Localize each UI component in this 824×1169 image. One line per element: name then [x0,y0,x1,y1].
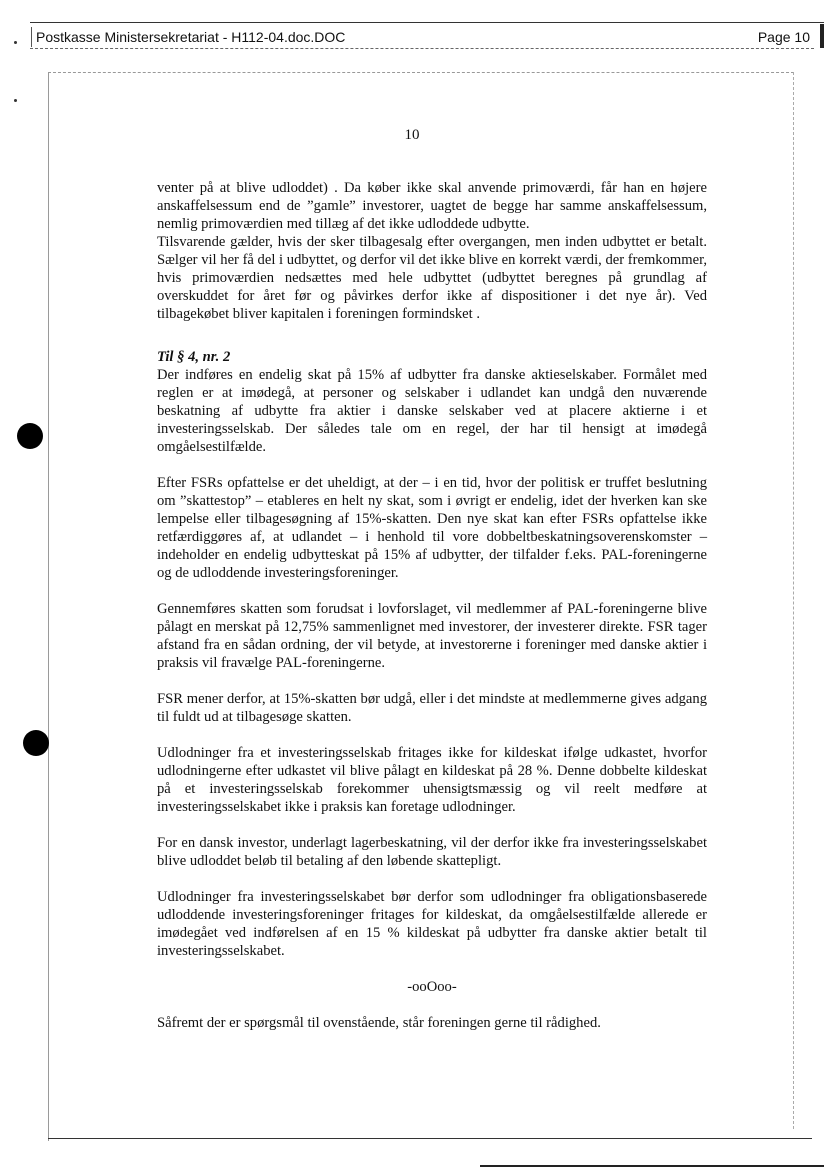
punch-hole [17,423,43,449]
page-frame-top [48,72,794,73]
document-body [157,179,707,1032]
punch-hole [23,730,49,756]
header-title: Postkasse Ministersekretariat - H112-04.doc.DOC [36,29,346,45]
paragraph: Udlodninger fra investeringsselskabet bør derfor som udlodninger fra obligationsbaserede udloddende investeringsforeninger fritages for kildeskat, da omgåelsestilfælde allerede er imødegået ved indførelsen af en 15 % kildeskat på udbytter fra danske aktier betalt til investeringsselskabet. [157,889,707,959]
scan-dot [14,41,17,44]
paragraph: Gennemføres skatten som forudsat i lovforslaget, vil medlemmer af PAL-foreningerne blive pålagt en merskat på 12,75% sammenlignet med investorer, der investerer direkte. FSR tager afstand fra en sådan ordning, der vil betyde, at investorerne i foreninger med danske aktier i praksis vil fravælge PAL-foreningerne. [157,601,707,671]
header-divider [31,27,32,47]
scan-dot [14,99,17,102]
page-frame-bottom-edge [480,1165,824,1167]
page-frame-right [793,72,794,1129]
paragraph: FSR mener derfor, at 15%-skatten bør udgå, eller i det mindste at medlemmerne gives adgang til fuldt ud at tilbagesøge skatten. [157,691,707,725]
paragraph: Der indføres en endelig skat på 15% af udbytter fra danske aktieselskaber. Formålet med reglen er at imødegå, at personer og selskaber i udlandet kan undgå den nuværende beskatning af udbytte fra aktier i danske selskaber ved at placere aktierne i et investeringsselskab. Der således tale om en regel, der har til hensigt at imødegå omgåelsestilfælde. [157,367,707,455]
page-frame-left [48,72,49,1141]
paragraph: Efter FSRs opfattelse er det uheldigt, at der – i en tid, hvor der politisk er truffet beslutning om ”skattestop” – etableres en helt ny skat, som i øvrigt er endelig, idet der hverken kan ske lempelse eller tilbagesøgning af 15%-skatten. Den nye skat kan efter FSRs opfattelse ikke retfærdiggøres af, at udlandet – i henhold til vore dobbeltbeskatningsoverenskomster – indeholder en endelig udbytteskat på 15% af udbytter, der tilfalder f.eks. PAL-foreningerne og de udloddende investeringsforeninger. [157,475,707,581]
paragraph: Tilsvarende gælder, hvis der sker tilbagesalg efter overgangen, men inden udbyttet er betalt. Sælger vil her få del i udbyttet, og derfor vil det ikke blive en korrekt værdi, der fremkommer, hvis primoværdien nedsættes med hele udbyttet (udbyttet beregnes på grundlag af overskuddet for året før og påvirkes derfor ikke af dispositioner i det nye år). Ved tilbagekøbet bliver kapitalen i foreningen formindsket . [157,234,707,322]
header-page-label: Page 10 [757,29,810,45]
page-number: 10 [404,127,420,143]
header-rule-top [30,22,824,23]
page-frame-bottom [48,1138,812,1139]
paragraph: venter på at blive udloddet) . Da køber ikke skal anvende primoværdi, får han en højere anskaffelsessum end de ”gamle” investorer, uagtet de begge har samme anskaffelsessum, nemlig primoværdien med tillæg af det ikke udloddede udbytte. [157,180,707,232]
paragraph: For en dansk investor, underlagt lagerbeskatning, vil der derfor ikke fra investeringsselskabet blive udloddet beløb til betaling af den løbende skattepligt. [157,835,707,869]
closing-paragraph: Såfremt der er spørgsmål til ovenstående, står foreningen gerne til rådighed. [157,1015,601,1031]
section-separator: -ooOoo- [407,979,457,995]
header-rule-bottom [30,48,814,49]
paragraph: Udlodninger fra et investeringsselskab fritages ikke for kildeskat ifølge udkastet, hvorfor udlodningerne efter udkastet vil blive pålagt en kildeskat på 28 %. Denne dobbelte kildeskat på et investeringsselskab forekommer uhensigtsmæssig og vil reelt medføre at investeringsselskabet ikke i praksis kan foretage udlodninger. [157,745,707,815]
page-edge-mark [820,24,824,48]
section-heading: Til § 4, nr. 2 [157,349,231,365]
